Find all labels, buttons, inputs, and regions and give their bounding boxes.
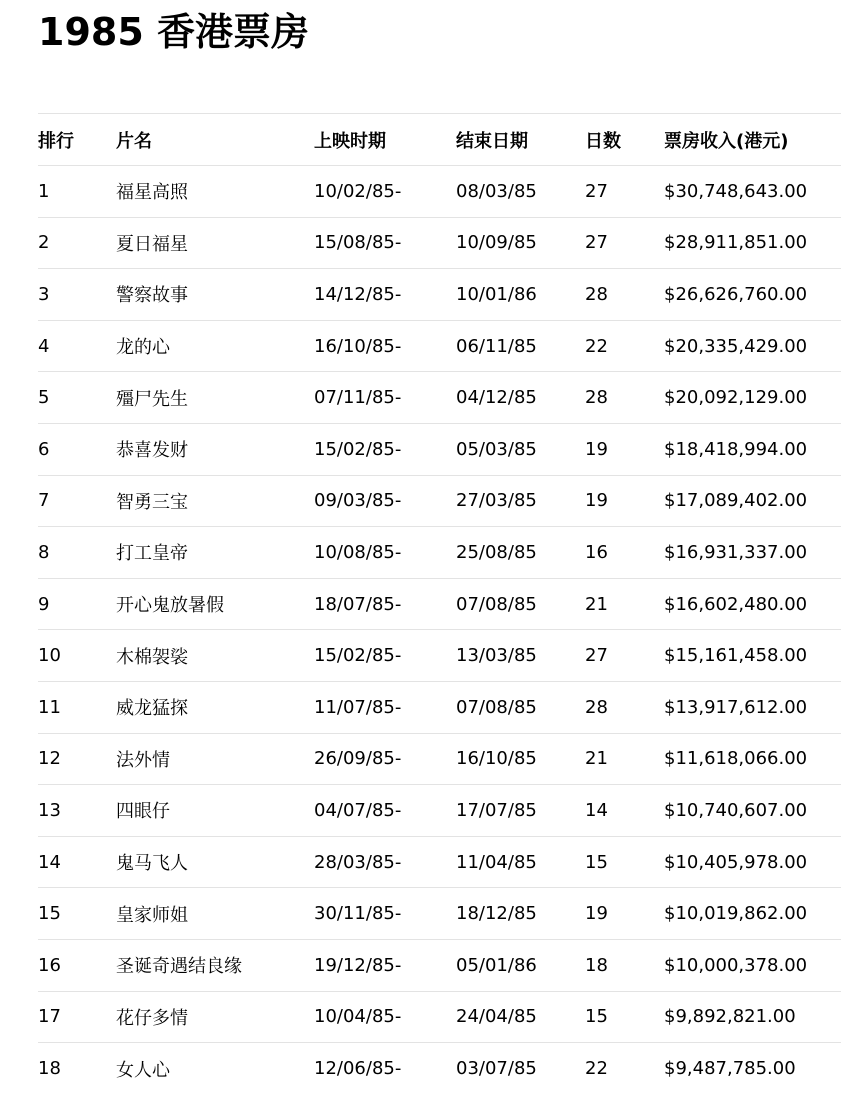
table-row bbox=[38, 785, 841, 837]
cell-start-date: 07/11/85- bbox=[314, 372, 456, 424]
cell-days: 27 bbox=[585, 630, 664, 682]
cell-title: 龙的心 bbox=[116, 320, 314, 372]
table-header bbox=[38, 114, 841, 166]
cell-gross: $9,487,785.00 bbox=[664, 1043, 841, 1094]
cell-end-date: 06/11/85 bbox=[456, 320, 585, 372]
cell-end-date: 24/04/85 bbox=[456, 991, 585, 1043]
table-row bbox=[38, 269, 841, 321]
cell-title: 夏日福星 bbox=[116, 217, 314, 269]
cell-end-date: 17/07/85 bbox=[456, 785, 585, 837]
table-row bbox=[38, 888, 841, 940]
cell-title: 花仔多情 bbox=[116, 991, 314, 1043]
cell-start-date: 11/07/85- bbox=[314, 681, 456, 733]
cell-title: 福星高照 bbox=[116, 166, 314, 218]
cell-title: 圣诞奇遇结良缘 bbox=[116, 939, 314, 991]
cell-start-date: 19/12/85- bbox=[314, 939, 456, 991]
cell-days: 16 bbox=[585, 527, 664, 579]
cell-days: 21 bbox=[585, 733, 664, 785]
cell-title: 法外情 bbox=[116, 733, 314, 785]
cell-title: 警察故事 bbox=[116, 269, 314, 321]
cell-gross: $18,418,994.00 bbox=[664, 423, 841, 475]
cell-end-date: 16/10/85 bbox=[456, 733, 585, 785]
cell-end-date: 11/04/85 bbox=[456, 836, 585, 888]
cell-end-date: 10/01/86 bbox=[456, 269, 585, 321]
cell-days: 15 bbox=[585, 991, 664, 1043]
header-end-date: 结束日期 bbox=[456, 114, 585, 166]
cell-rank: 10 bbox=[38, 630, 116, 682]
cell-gross: $10,000,378.00 bbox=[664, 939, 841, 991]
cell-gross: $20,335,429.00 bbox=[664, 320, 841, 372]
cell-title: 木棉袈裟 bbox=[116, 630, 314, 682]
cell-start-date: 26/09/85- bbox=[314, 733, 456, 785]
cell-rank: 4 bbox=[38, 320, 116, 372]
header-row bbox=[38, 114, 841, 166]
cell-end-date: 07/08/85 bbox=[456, 578, 585, 630]
cell-title: 恭喜发财 bbox=[116, 423, 314, 475]
cell-start-date: 09/03/85- bbox=[314, 475, 456, 527]
cell-end-date: 05/01/86 bbox=[456, 939, 585, 991]
cell-title: 皇家师姐 bbox=[116, 888, 314, 940]
cell-days: 19 bbox=[585, 888, 664, 940]
cell-end-date: 25/08/85 bbox=[456, 527, 585, 579]
cell-rank: 13 bbox=[38, 785, 116, 837]
cell-rank: 15 bbox=[38, 888, 116, 940]
cell-end-date: 08/03/85 bbox=[456, 166, 585, 218]
cell-end-date: 05/03/85 bbox=[456, 423, 585, 475]
cell-start-date: 04/07/85- bbox=[314, 785, 456, 837]
cell-days: 28 bbox=[585, 372, 664, 424]
table-row bbox=[38, 733, 841, 785]
cell-start-date: 28/03/85- bbox=[314, 836, 456, 888]
table-row bbox=[38, 320, 841, 372]
cell-days: 22 bbox=[585, 320, 664, 372]
table-row bbox=[38, 836, 841, 888]
table-row bbox=[38, 1043, 841, 1094]
cell-title: 开心鬼放暑假 bbox=[116, 578, 314, 630]
page-title: 1985 香港票房 bbox=[38, 6, 309, 58]
cell-start-date: 16/10/85- bbox=[314, 320, 456, 372]
cell-days: 15 bbox=[585, 836, 664, 888]
cell-rank: 8 bbox=[38, 527, 116, 579]
cell-gross: $10,405,978.00 bbox=[664, 836, 841, 888]
cell-title: 智勇三宝 bbox=[116, 475, 314, 527]
table-row bbox=[38, 423, 841, 475]
cell-start-date: 12/06/85- bbox=[314, 1043, 456, 1094]
table-row bbox=[38, 166, 841, 218]
cell-end-date: 27/03/85 bbox=[456, 475, 585, 527]
cell-rank: 9 bbox=[38, 578, 116, 630]
cell-end-date: 10/09/85 bbox=[456, 217, 585, 269]
cell-days: 21 bbox=[585, 578, 664, 630]
cell-gross: $11,618,066.00 bbox=[664, 733, 841, 785]
cell-days: 28 bbox=[585, 681, 664, 733]
table-row bbox=[38, 681, 841, 733]
cell-gross: $30,748,643.00 bbox=[664, 166, 841, 218]
cell-rank: 7 bbox=[38, 475, 116, 527]
cell-days: 18 bbox=[585, 939, 664, 991]
table-body bbox=[38, 166, 841, 1094]
cell-gross: $10,740,607.00 bbox=[664, 785, 841, 837]
cell-rank: 16 bbox=[38, 939, 116, 991]
cell-rank: 1 bbox=[38, 166, 116, 218]
cell-days: 27 bbox=[585, 166, 664, 218]
table-row bbox=[38, 630, 841, 682]
cell-start-date: 14/12/85- bbox=[314, 269, 456, 321]
cell-gross: $15,161,458.00 bbox=[664, 630, 841, 682]
cell-days: 14 bbox=[585, 785, 664, 837]
cell-start-date: 10/02/85- bbox=[314, 166, 456, 218]
cell-title: 鬼马飞人 bbox=[116, 836, 314, 888]
cell-rank: 17 bbox=[38, 991, 116, 1043]
header-title: 片名 bbox=[116, 114, 314, 166]
table-row bbox=[38, 939, 841, 991]
table-row bbox=[38, 217, 841, 269]
cell-end-date: 18/12/85 bbox=[456, 888, 585, 940]
header-rank: 排行 bbox=[38, 114, 116, 166]
cell-rank: 2 bbox=[38, 217, 116, 269]
cell-days: 19 bbox=[585, 475, 664, 527]
table-row bbox=[38, 578, 841, 630]
cell-rank: 5 bbox=[38, 372, 116, 424]
cell-end-date: 13/03/85 bbox=[456, 630, 585, 682]
header-gross: 票房收入(港元) bbox=[664, 114, 841, 166]
cell-days: 28 bbox=[585, 269, 664, 321]
cell-gross: $16,602,480.00 bbox=[664, 578, 841, 630]
cell-rank: 11 bbox=[38, 681, 116, 733]
cell-rank: 14 bbox=[38, 836, 116, 888]
table-row bbox=[38, 475, 841, 527]
cell-title: 女人心 bbox=[116, 1043, 314, 1094]
cell-start-date: 15/02/85- bbox=[314, 630, 456, 682]
cell-rank: 6 bbox=[38, 423, 116, 475]
cell-end-date: 07/08/85 bbox=[456, 681, 585, 733]
table-row bbox=[38, 372, 841, 424]
cell-start-date: 18/07/85- bbox=[314, 578, 456, 630]
cell-days: 27 bbox=[585, 217, 664, 269]
cell-gross: $20,092,129.00 bbox=[664, 372, 841, 424]
table-row bbox=[38, 527, 841, 579]
cell-end-date: 03/07/85 bbox=[456, 1043, 585, 1094]
cell-title: 四眼仔 bbox=[116, 785, 314, 837]
cell-start-date: 15/02/85- bbox=[314, 423, 456, 475]
cell-start-date: 30/11/85- bbox=[314, 888, 456, 940]
cell-title: 威龙猛探 bbox=[116, 681, 314, 733]
cell-rank: 3 bbox=[38, 269, 116, 321]
cell-gross: $28,911,851.00 bbox=[664, 217, 841, 269]
cell-gross: $13,917,612.00 bbox=[664, 681, 841, 733]
cell-gross: $16,931,337.00 bbox=[664, 527, 841, 579]
cell-gross: $17,089,402.00 bbox=[664, 475, 841, 527]
header-days: 日数 bbox=[585, 114, 664, 166]
cell-rank: 12 bbox=[38, 733, 116, 785]
cell-title: 打工皇帝 bbox=[116, 527, 314, 579]
cell-title: 殭尸先生 bbox=[116, 372, 314, 424]
cell-gross: $26,626,760.00 bbox=[664, 269, 841, 321]
cell-days: 22 bbox=[585, 1043, 664, 1094]
cell-days: 19 bbox=[585, 423, 664, 475]
cell-gross: $9,892,821.00 bbox=[664, 991, 841, 1043]
cell-start-date: 10/04/85- bbox=[314, 991, 456, 1043]
cell-end-date: 04/12/85 bbox=[456, 372, 585, 424]
cell-rank: 18 bbox=[38, 1043, 116, 1094]
cell-start-date: 10/08/85- bbox=[314, 527, 456, 579]
header-start-date: 上映时期 bbox=[314, 114, 456, 166]
box-office-table bbox=[38, 113, 841, 1094]
table-row bbox=[38, 991, 841, 1043]
cell-start-date: 15/08/85- bbox=[314, 217, 456, 269]
cell-gross: $10,019,862.00 bbox=[664, 888, 841, 940]
